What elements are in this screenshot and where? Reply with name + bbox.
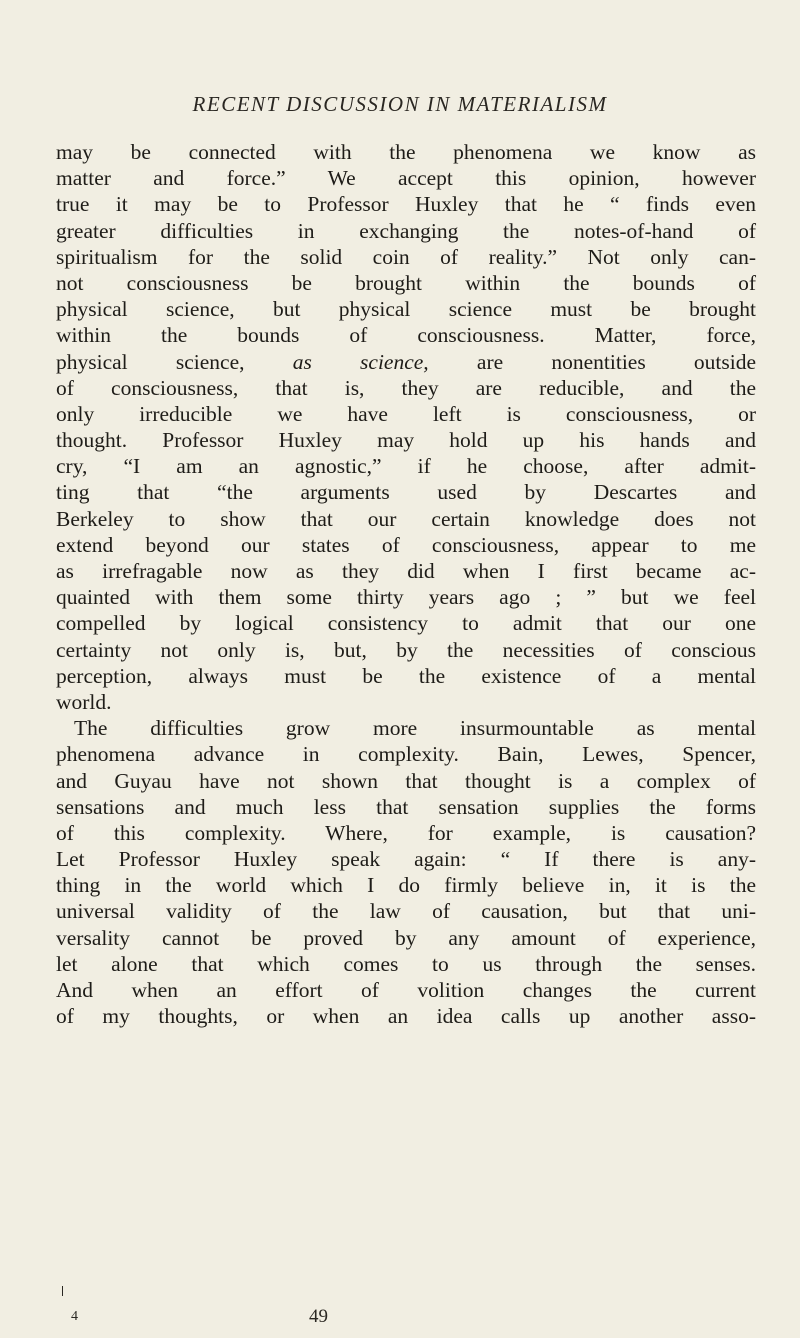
margin-mark [62, 1286, 63, 1296]
text-line: Berkeley to show that our certain knowledge does not [56, 506, 756, 531]
text-line: thought. Professor Huxley may hold up his hands and [56, 428, 756, 453]
text-line: physical science, but physical science must be brought [56, 297, 756, 322]
text-line: quainted with them some thirty years ago ; ” but we feel [56, 585, 756, 610]
text-line: and Guyau have not shown that thought is a complex of [56, 768, 756, 793]
text-line: compelled by logical consistency to admit that our one [56, 611, 756, 636]
running-head: RECENT DISCUSSION IN MATERIALISM [192, 92, 608, 116]
page-number: 49 [309, 1306, 328, 1327]
text-line [56, 349, 756, 375]
text-line: versality cannot be proved by any amount of experience, [56, 925, 756, 950]
body-text [56, 139, 756, 1029]
text-line: spiritualism for the solid coin of reality.” Not only can- [56, 244, 756, 269]
italic-emphasis: as science, [292, 349, 429, 374]
text-line: The difficulties grow more insurmountable as mental [74, 716, 756, 741]
text-line: And when an effort of volition changes the current [56, 978, 756, 1002]
text-line: only irreducible we have left is consciousness, or [56, 401, 756, 426]
text-line: world. [56, 689, 112, 714]
text-line: greater difficulties in exchanging the notes-of-hand of [56, 218, 756, 243]
text-line: ting that “the arguments used by Descartes and [56, 480, 756, 505]
text-line: certainty not only is, but, by the necessities of conscious [56, 637, 756, 662]
signature-mark: 4 [71, 1309, 78, 1324]
text-line: perception, always must be the existence of a mental [56, 663, 756, 688]
text-segment: are nonentities outside [476, 349, 757, 374]
text-line: of my thoughts, or when an idea calls up another asso- [56, 1004, 756, 1029]
text-line: may be connected with the phenomena we know as [56, 140, 756, 164]
text-segment: physical science, [56, 349, 245, 374]
text-line: Let Professor Huxley speak again: “ If there is any- [56, 847, 756, 872]
text-line: not consciousness be brought within the bounds of [56, 270, 756, 295]
text-line: matter and force.” We accept this opinion, however [56, 166, 756, 191]
text-line: as irrefragable now as they did when I first became ac- [56, 559, 756, 583]
text-line: let alone that which comes to us through the senses. [56, 951, 756, 976]
text-line: of consciousness, that is, they are reducible, and the [56, 375, 756, 400]
text-line: phenomena advance in complexity. Bain, Lewes, Spencer, [56, 742, 756, 767]
text-line: universal validity of the law of causation, but that uni- [56, 899, 756, 924]
text-line: of this complexity. Where, for example, is causation? [56, 820, 756, 845]
text-line: within the bounds of consciousness. Matter, force, [56, 323, 756, 348]
text-line: thing in the world which I do firmly believe in, it is the [56, 873, 756, 898]
text-line: sensations and much less that sensation supplies the forms [56, 794, 756, 819]
text-line: extend beyond our states of consciousness, appear to me [56, 532, 756, 557]
text-line: cry, “I am an agnostic,” if he choose, after admit- [56, 454, 756, 479]
text-line: true it may be to Professor Huxley that he “ finds even [56, 192, 756, 217]
